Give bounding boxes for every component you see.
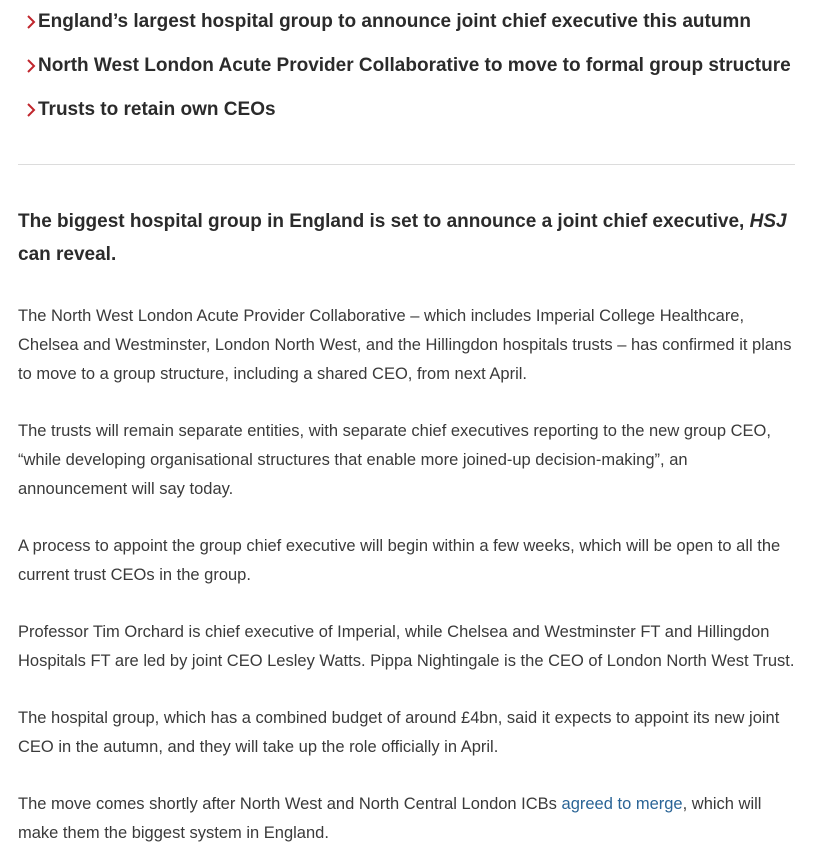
body-paragraph: Professor Tim Orchard is chief executive of Imperial, while Chelsea and Westminster FT and Hillingdon Hospitals FT are led by joint CEO Lesley Watts. Pippa Nightingale is the CEO of London North West Trust.	[18, 623, 795, 670]
chevron-right-icon	[24, 58, 38, 74]
key-point	[18, 0, 798, 44]
key-point	[18, 44, 798, 88]
key-point-text: North West London Acute Provider Collaborative to move to formal group structure	[38, 55, 791, 76]
body-paragraph-last	[18, 790, 798, 848]
key-point	[18, 88, 798, 132]
body-paragraph: The North West London Acute Provider Collaborative – which includes Imperial College Healthcare, Chelsea and Westminster, London North West, and the Hillingdon hospitals trusts – has confirmed it plans to move to a group structure, including a shared CEO, from next April.	[18, 307, 792, 383]
standfirst-text-end: can reveal.	[18, 244, 117, 265]
divider	[18, 164, 795, 165]
key-points-list	[18, 0, 798, 132]
paragraph-text-end: , which will make them the biggest system in England.	[18, 795, 762, 842]
publication-name: HSJ	[749, 211, 787, 232]
key-point-text: Trusts to retain own CEOs	[38, 99, 276, 120]
body-paragraph: The hospital group, which has a combined budget of around £4bn, said it expects to appoint its new joint CEO in the autumn, and they will take up the role officially in April.	[18, 709, 780, 756]
agreed-to-merge-link[interactable]: agreed to merge	[561, 795, 683, 813]
body-paragraph: A process to appoint the group chief executive will begin within a few weeks, which will be open to all the current trust CEOs in the group.	[18, 537, 781, 584]
key-point-text: England’s largest hospital group to announce joint chief executive this autumn	[38, 11, 751, 32]
standfirst-text: The biggest hospital group in England is set to announce a joint chief executive,	[18, 211, 750, 232]
body-paragraph: The trusts will remain separate entities, with separate chief executives reporting to the new group CEO, “while developing organisational structures that enable more joined-up decision-making”, an announcement will say today.	[18, 422, 771, 498]
paragraph-text: The move comes shortly after North West and North Central London ICBs	[18, 795, 562, 813]
article	[18, 0, 798, 848]
standfirst	[18, 205, 798, 271]
chevron-right-icon	[24, 102, 38, 118]
chevron-right-icon	[24, 14, 38, 30]
